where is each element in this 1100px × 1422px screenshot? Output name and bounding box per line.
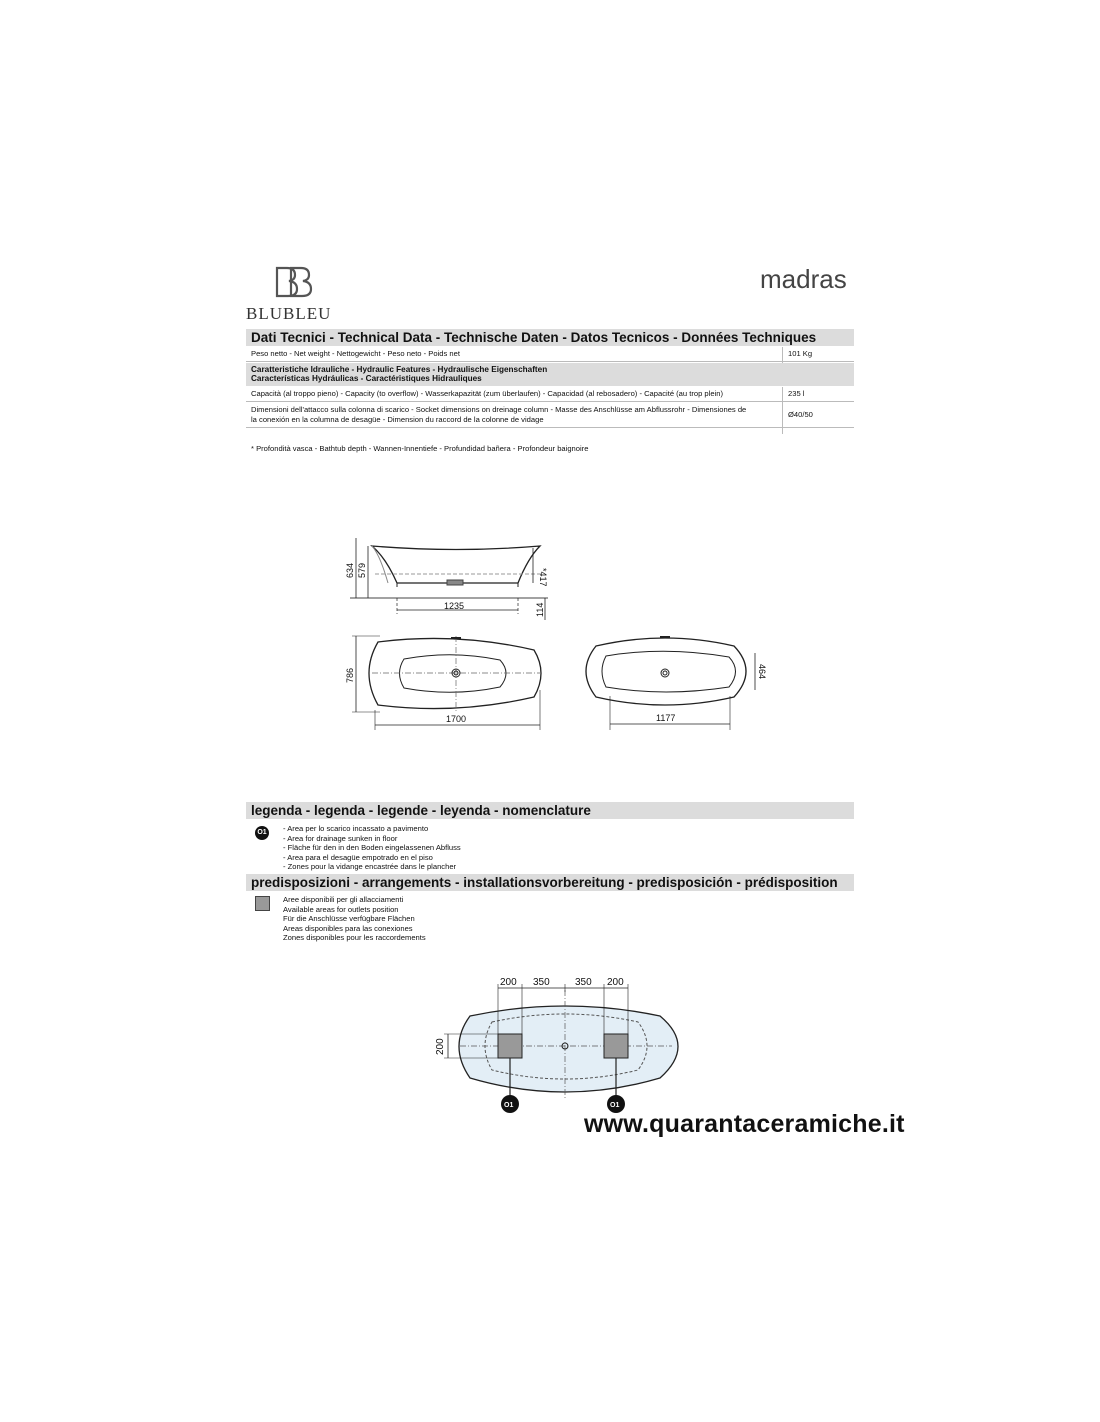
blubleu-monogram-icon xyxy=(273,266,315,298)
arrangements-title: predisposizioni - arrangements - installationsvorbereitung - predisposición - prédisposition xyxy=(251,875,838,890)
socket-label-line-1: Dimensioni dell'attacco sulla colonna di scarico - Socket dimensions on dreinage column - Masse des Anschlüsse am Abflussrohr - Dimensiones de xyxy=(251,405,747,414)
legend-o1-badge: O1 xyxy=(255,826,269,840)
dim-464: 464 xyxy=(757,664,767,680)
dim-arr-200-left: 200 xyxy=(500,977,517,988)
dim-786: 786 xyxy=(345,667,355,683)
dim-634: 634 xyxy=(345,562,355,578)
socket-value: Ø40/50 xyxy=(782,403,813,434)
socket-label-line-2: la conexión en la columna de desagüe - Dimension du raccord de la colonne de vidage xyxy=(251,414,544,424)
arrangement-line: Für die Anschlüsse verfügbare Flächen xyxy=(283,914,415,923)
technical-drawings xyxy=(0,520,1100,820)
depth-note: * Profondità vasca - Bathtub depth - Wannen-Innentiefe - Profundidad bañera - Profondeur baignoire xyxy=(251,444,589,453)
arrangements-header xyxy=(246,874,854,891)
bathtub-outline xyxy=(459,1006,678,1092)
arrangement-plan xyxy=(420,970,720,1120)
capacity-value: 235 l xyxy=(782,387,804,403)
hydraulic-title-1: Caratteristiche Idrauliche - Hydraulic Features - Hydraulische Eigenschaften xyxy=(251,365,548,374)
website-url: www.quarantaceramiche.it xyxy=(584,1110,905,1138)
dim-1177: 1177 xyxy=(656,713,676,723)
dim-1700: 1700 xyxy=(446,714,467,724)
dim-arr-350-left: 350 xyxy=(533,977,550,988)
arrangement-line: Areas disponibles para las conexiones xyxy=(283,923,413,933)
dim-arr-200-side: 200 xyxy=(435,1038,446,1055)
legend-line: - Area para el desagüe empotrado en el piso xyxy=(283,852,433,862)
dim-114: 114 xyxy=(535,602,545,617)
socket-row xyxy=(246,403,854,428)
product-name: madras xyxy=(760,264,847,294)
legend-line: - Area per lo scarico incassato a pavimento xyxy=(283,824,429,833)
arrangement-line: Available areas for outlets position xyxy=(283,904,399,914)
dim-417: *417 xyxy=(538,568,548,587)
dim-579: 579 xyxy=(357,562,367,578)
outlet-badge-right: O1 xyxy=(610,1102,620,1109)
weight-value: 101 Kg xyxy=(782,347,812,363)
hydraulic-title-2: Características Hydráulicas - Caractéristiques Hidrauliques xyxy=(251,374,482,383)
technical-data-header xyxy=(246,329,854,346)
legend-lines xyxy=(283,824,461,872)
weight-row xyxy=(246,347,854,362)
capacity-label: Capacità (al troppo pieno) - Capacity (to overflow) - Wasserkapazität (zum überlaufen) - Capacidad (al rebosadero) - Capacité (au trop plein) xyxy=(251,389,724,398)
dim-arr-350-right: 350 xyxy=(575,977,592,988)
socket-label xyxy=(251,405,777,424)
outlet-area-right xyxy=(604,1034,628,1058)
weight-label: Peso netto - Net weight - Nettogewicht - Peso neto - Poids net xyxy=(251,349,460,358)
capacity-row xyxy=(246,387,854,402)
legend-line: - Area for drainage sunken in floor xyxy=(283,833,398,843)
arrangement-line: Aree disponibili per gli allacciamenti xyxy=(283,895,404,904)
brand-name: BLUBLEU xyxy=(246,304,332,323)
dim-1235: 1235 xyxy=(444,601,465,611)
legend-header xyxy=(246,802,854,819)
legend-line: - Fläche für den in den Boden eingelassenen Abfluss xyxy=(283,843,461,852)
outlet-badge-left: O1 xyxy=(504,1102,514,1109)
technical-data-title: Dati Tecnici - Technical Data - Technische Daten - Datos Tecnicos - Données Techniques xyxy=(251,330,817,345)
arrangement-line: Zones disponibles pour les raccordements xyxy=(283,933,426,942)
hydraulic-header xyxy=(246,363,854,386)
legend-title: legenda - legenda - legende - leyenda - nomenclature xyxy=(251,803,591,818)
available-area-swatch xyxy=(255,896,270,911)
brand-logo xyxy=(246,266,346,326)
dim-arr-200-right: 200 xyxy=(607,977,624,988)
legend-line: - Zones pour la vidange encastrée dans le plancher xyxy=(283,862,457,871)
arrangement-lines xyxy=(283,895,426,943)
outlet-area-left xyxy=(498,1034,522,1058)
